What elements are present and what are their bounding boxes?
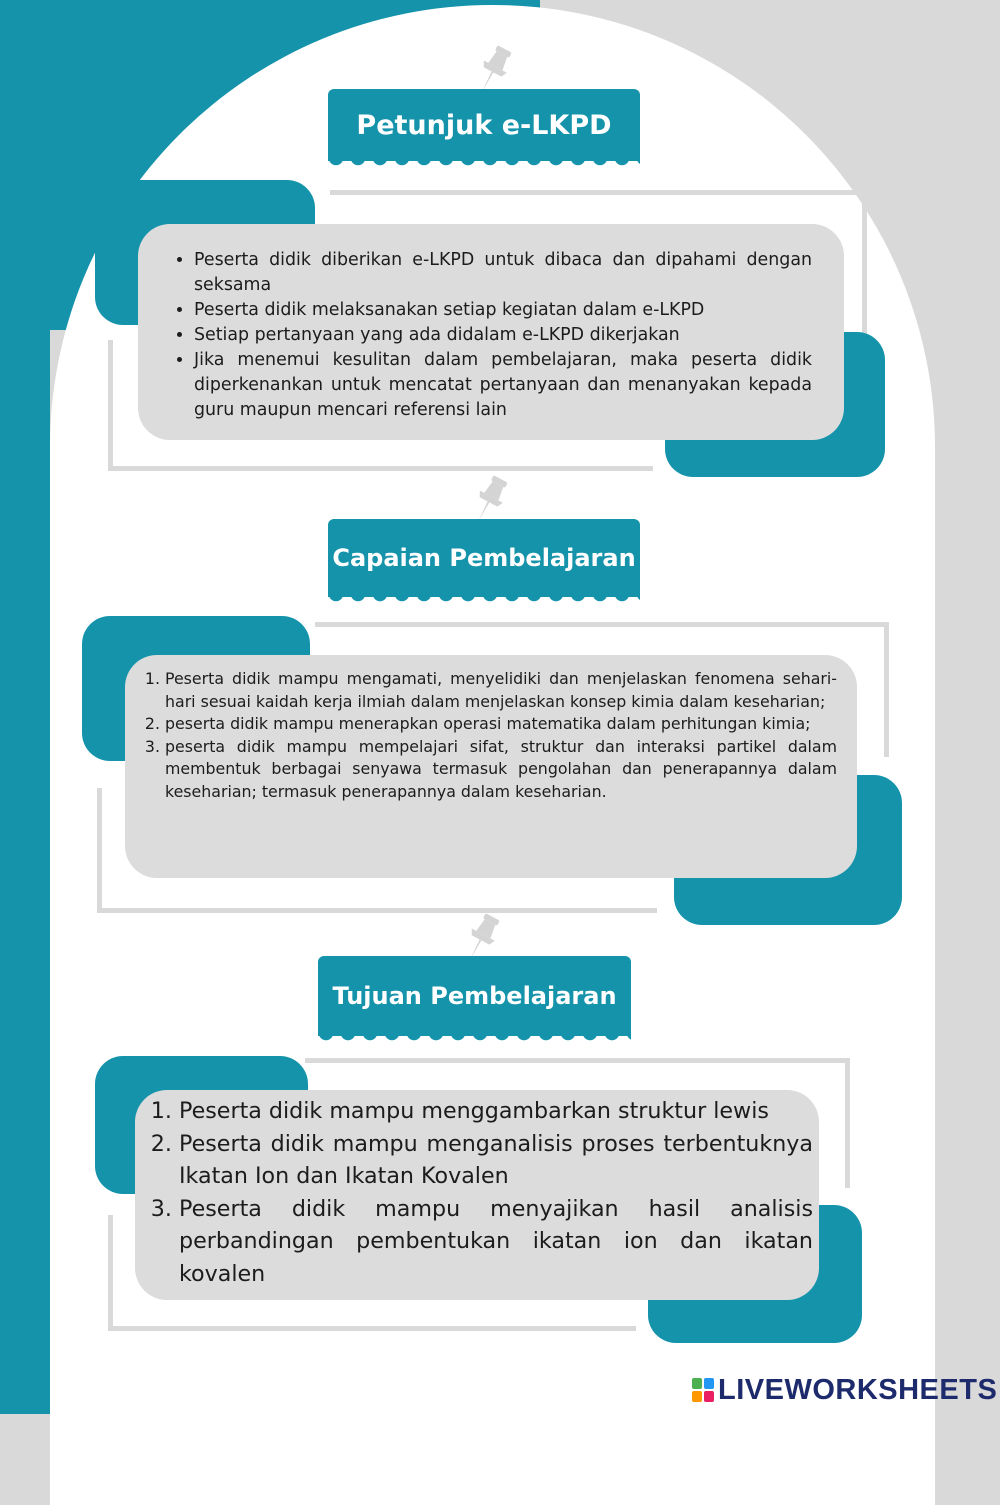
list-item: 1. Peserta didik mampu mengamati, menyelidiki dan menjelaskan fenomena sehari-hari sesuai kaidah kerja ilmiah dalam menjelaskan konsep kimia dalam keseharian; bbox=[165, 668, 837, 713]
frame-line bbox=[108, 466, 653, 471]
list-item: • Peserta didik diberikan e-LKPD untuk dibaca dan dipahami dengan seksama bbox=[194, 248, 812, 298]
watermark-text: LIVEWORKSHEETS bbox=[718, 1373, 998, 1406]
frame-line bbox=[97, 908, 657, 913]
list-item: 1. Peserta didik mampu menggambarkan struktur lewis bbox=[179, 1095, 813, 1128]
liveworksheets-watermark bbox=[692, 1374, 997, 1406]
petunjuk-card bbox=[138, 224, 844, 440]
frame-line bbox=[845, 1058, 850, 1188]
frame-line bbox=[884, 622, 889, 757]
section-title: Tujuan Pembelajaran bbox=[332, 982, 617, 1010]
background-gray-strip bbox=[935, 0, 1000, 1414]
frame-line bbox=[862, 190, 867, 335]
frame-line bbox=[97, 788, 102, 913]
list-item: • Setiap pertanyaan yang ada didalam e-LKPD dikerjakan bbox=[194, 323, 812, 348]
frame-line bbox=[108, 340, 113, 470]
section-banner-capaian bbox=[328, 519, 640, 597]
list-item: • Jika menemui kesulitan dalam pembelajaran, maka peserta didik diperkenankan untuk mencatat pertanyaan dan menanyakan kepada guru maupun mencari referensi lain bbox=[194, 348, 812, 423]
capaian-card bbox=[125, 655, 857, 878]
frame-line bbox=[108, 1215, 113, 1330]
frame-line bbox=[315, 622, 887, 627]
list-item: 3. Peserta didik mampu menyajikan hasil analisis perbandingan pembentukan ikatan ion dan ikatan kovalen bbox=[179, 1193, 813, 1291]
list-item: 2. peserta didik mampu menerapkan operasi matematika dalam perhitungan kimia; bbox=[165, 713, 837, 736]
section-title: Petunjuk e-LKPD bbox=[356, 109, 612, 141]
frame-line bbox=[330, 190, 865, 195]
list-item: 3. peserta didik mampu mempelajari sifat, struktur dan interaksi partikel dalam membentuk berbagai senyawa termasuk pengolahan dan penerapannya dalam keseharian; termasuk penerapannya dalam keseharian. bbox=[165, 736, 837, 804]
section-banner-tujuan bbox=[318, 956, 631, 1036]
frame-line bbox=[108, 1326, 636, 1331]
frame-line bbox=[305, 1058, 850, 1063]
section-banner-petunjuk bbox=[328, 89, 640, 161]
list-item: • Peserta didik melaksanakan setiap kegiatan dalam e-LKPD bbox=[194, 298, 812, 323]
list-item: 2. Peserta didik mampu menganalisis proses terbentuknya Ikatan Ion dan Ikatan Kovalen bbox=[179, 1128, 813, 1193]
liveworksheets-logo-icon bbox=[692, 1378, 714, 1402]
section-title: Capaian Pembelajaran bbox=[332, 544, 636, 572]
tujuan-card bbox=[135, 1090, 819, 1300]
